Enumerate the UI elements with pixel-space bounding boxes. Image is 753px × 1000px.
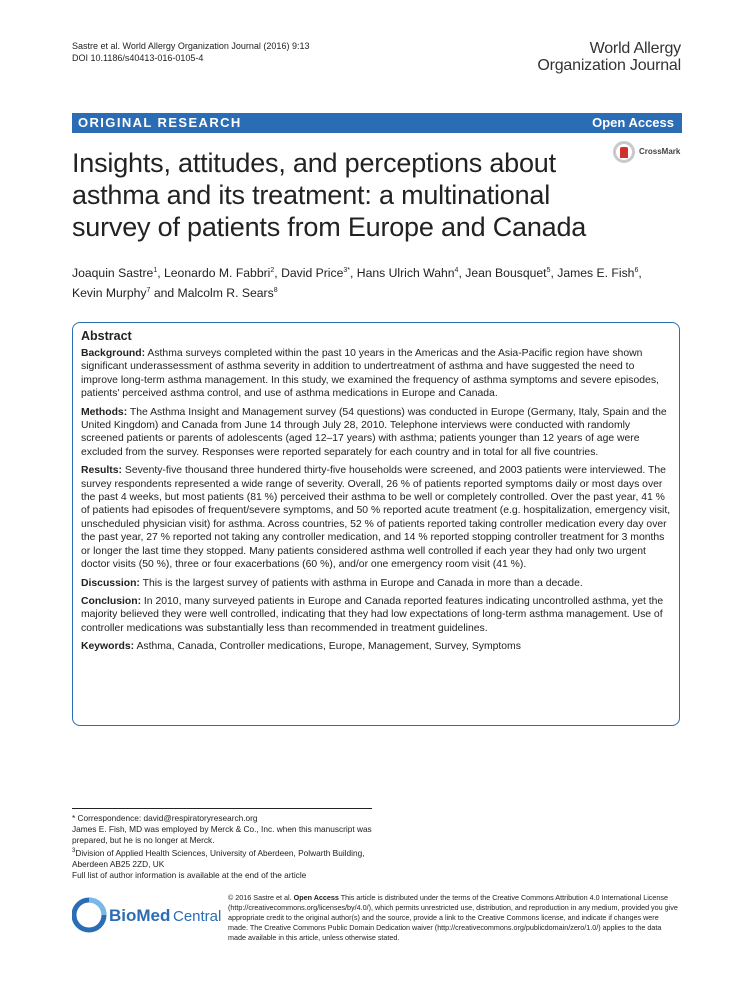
author-affiliation: 5 [546,267,551,274]
conclusion-text: In 2010, many surveyed patients in Europe and Canada reported features indicating uncontrolled asthma, yet the majority believed they were well controlled, indicating that they had low expectations of long-term asthma management. Use of controller medications was substantially less than recommended in treatment guidelines. [81,595,664,634]
discussion-text: This is the largest survey of patients with asthma in Europe and Canada in more than a decade. [142,577,583,589]
employment-note: James E. Fish, MD was employed by Merck & Co., Inc. when this manuscript was prepared, but he is no longer at Merck. [72,824,372,845]
correspondence-note: * Correspondence: david@respiratoryresearch.org [72,813,258,823]
author-name: Joaquin Sastre [72,266,154,281]
article-type-label: ORIGINAL RESEARCH [78,115,242,130]
logo-text-central: Central [173,908,222,925]
biomed-central-logo-icon [72,895,222,935]
author-name: David Price [281,266,344,281]
abstract-methods [81,406,671,460]
keywords-label: Keywords: [81,641,135,653]
abstract-keywords [81,640,671,653]
author-affiliation: 3* [343,267,350,274]
journal-name-line2: Organization Journal [537,57,681,74]
affiliation-sup: 3 [72,848,76,854]
license-open-access: Open Access [293,893,339,902]
abstract-heading: Abstract [81,329,132,343]
author-name: Kevin Murphy [72,286,147,301]
crossmark-badge[interactable] [613,141,693,171]
methods-text: The Asthma Insight and Management survey (54 questions) was conducted in Europe (Germany, Italy, Spain and the United Kingdom) and Canada from June 14 through July 28, 2010. Telephone interviews were conducted with randomly screened patients or parents of adolescents (aged 12–17 years) with asthma; patients younger than 12 years of age were excluded from the survey. Responses were reported separately for each country and in total for all five countries. [81,406,667,458]
keywords-text: Asthma, Canada, Controller medications, Europe, Management, Survey, Symptoms [136,641,521,653]
open-access-label: Open Access [592,115,674,130]
author-name: Jean Bousquet [465,266,547,281]
footnote-divider [72,808,372,809]
results-label: Results: [81,465,122,477]
abstract-discussion [81,577,671,590]
crossmark-icon [613,141,635,163]
background-text: Asthma surveys completed within the past 10 years in the Americas and the Asia-Pacific region have shown significant underassessment of asthma severity in addition to undertreatment of asthma and have suggested the need to improve long-term asthma management. In this study, we examined the frequency of asthma symptoms and severe episodes, patients' perceived asthma control, and use of asthma medications in Europe and Canada. [81,348,659,400]
journal-name-line1: World Allergy [589,40,681,57]
citation-line: Sastre et al. World Allergy Organization Journal (2016) 9:13 [72,41,310,51]
background-label: Background: [81,348,146,359]
abstract-results [81,464,671,571]
methods-label: Methods: [81,406,128,418]
article-title: Insights, attitudes, and perceptions about asthma and its treatment: a multinational survey of patients from Europe and Canada [72,148,587,242]
author-affiliation: 6 [634,267,639,274]
author-info-note: Full list of author information is available at the end of the article [72,869,307,880]
author-affiliation: 7 [146,287,151,295]
license-copyright: © 2016 Sastre et al. [228,893,294,902]
affiliation-text: Division of Applied Health Sciences, University of Aberdeen, Polwarth Building, Aberdeen AB25 2ZD, UK [72,847,365,869]
affiliation-note [72,846,372,870]
author-list: Joaquin Sastre$^1$, Leonardo M. Fabbri$^2$, David Price$^{3*}$, Hans Ulrich Wahn$^4$, Jean Bousquet$^5$, James E. Fish$^6$, Kevin Murphy$^7$ and Malcolm R. Sears$^8$ [72,266,642,301]
doi-line: DOI 10.1186/s40413-016-0105-4 [72,53,204,63]
biomed-central-logo [72,895,222,935]
abstract-background [81,347,671,401]
journal-name [537,40,681,74]
discussion-label: Discussion: [81,577,140,589]
author-affiliation: 2 [270,267,275,274]
author-name: James E. Fish [557,266,635,281]
author-name: Hans Ulrich Wahn [356,266,455,281]
article-type-banner [72,113,682,133]
citation-header [72,40,309,64]
logo-text-bio: BioMed [109,906,171,925]
author-name: Malcolm R. Sears [177,286,274,301]
license-statement [228,893,678,943]
abstract-conclusion [81,595,671,635]
abstract-box [72,322,680,726]
author-affiliation: 4 [454,267,459,274]
author-affiliation: 8 [273,287,278,295]
results-text: Seventy-five thousand three hundered thirty-five households were screened, and 2003 patients were interviewed. The survey respondents represented a wide range of severity. Overall, 26 % of patients reported symptoms daily or most days over the past 4 weeks, but most patients (81 %) perceived their asthma to be well or completely controlled. Over the past year, 41 % of patients had episodes of frequent/severe symptoms, and 50 % reported acute treatment (e.g. hospitalization, emergency visit, unscheduled physician visit) for asthma. Across countries, 52 % of patients reported taking controller medication every day over the past year, 27 % reported not taking any controller medication, and 14 % reported stopping controller treatment for 3 months or longer the last time they stopped. Many patients considered asthma well controlled if each year they had only two urgent doctor visits (50 %), three or four exacerbations (60 %), and/or one emergency room visit (41 %). [81,465,671,571]
footnotes [72,813,372,881]
license-text: This article is distributed under the terms of the Creative Commons Attribution 4.0 International License (http://creativecommons.org/licenses/by/4.0/), which permits unrestricted use, distribution, and reproduction in any medium, provided you give appropriate credit to the original author(s) and the source, provide a link to the Creative Commons license, and indicate if changes were made. The Creative Commons Public Domain Dedication waiver (http://creativecommons.org/publicdomain/zero/1.0/) applies to the data made available in this article, unless otherwise stated. [228,893,678,942]
author-conjunction: and [153,286,175,301]
author-affiliation: 1 [153,267,158,274]
crossmark-label: CrossMark [639,147,681,156]
author-name: Leonardo M. Fabbri [164,266,271,281]
conclusion-label: Conclusion: [81,595,142,607]
